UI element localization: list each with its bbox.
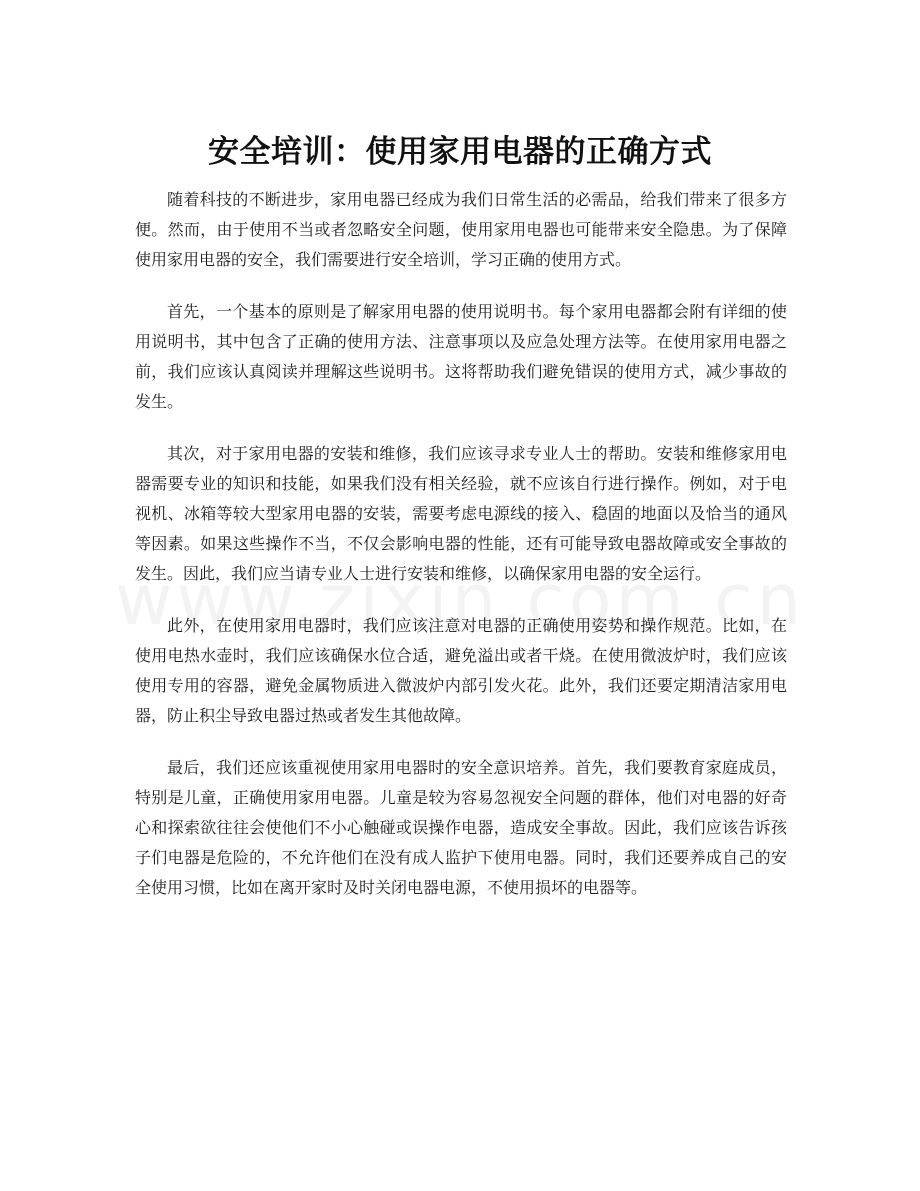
- document-title: 安全培训：使用家用电器的正确方式: [208, 133, 712, 170]
- paragraph-awareness: 最后，我们还应该重视使用家用电器时的安全意识培养。首先，我们要教育家庭成员，特别是儿童，正确使用家用电器。儿童是较为容易忽视安全问题的群体，他们对电器的好奇心和探索欲往往会使他们不小心触碰或误操作电器，造成安全事故。因此，我们应该告诉孩子们电器是危险的，不允许他们在没有成人监护下使用电器。同时，我们还要养成自己的安全使用习惯，比如在离开家时及时关闭电器电源，不使用损坏的电器等。: [135, 758, 787, 897]
- paragraph-installation: 其次，对于家用电器的安装和维修，我们应该寻求专业人士的帮助。安装和维修家用电器需要专业的知识和技能，如果我们没有相关经验，就不应该自行进行操作。例如，对于电视机、冰箱等较大型家用电器的安装，需要考虑电源线的接入、稳固的地面以及恰当的通风等因素。如果这些操作不当，不仅会影响电器的性能，还有可能导致电器故障或安全事故的发生。因此，我们应当请专业人士进行安装和维修，以确保家用电器的安全运行。: [135, 444, 787, 583]
- paragraph-manual: 首先，一个基本的原则是了解家用电器的使用说明书。每个家用电器都会附有详细的使用说明书，其中包含了正确的使用方法、注意事项以及应急处理方法等。在使用家用电器之前，我们应该认真阅读并理解这些说明书。这将帮助我们避免错误的使用方式，减少事故的发生。: [135, 302, 787, 411]
- paragraph-usage: 此外，在使用家用电器时，我们应该注意对电器的正确使用姿势和操作规范。比如，在使用电热水壶时，我们应该确保水位合适，避免溢出或者干烧。在使用微波炉时，我们应该使用专用的容器，避免金属物质进入微波炉内部引发火花。此外，我们还要定期清洁家用电器，防止积尘导致电器过热或者发生其他故障。: [135, 616, 787, 725]
- document-body: [135, 185, 787, 925]
- paragraph-intro: 随着科技的不断进步，家用电器已经成为我们日常生活的必需品，给我们带来了很多方便。然而，由于使用不当或者忽略安全问题，使用家用电器也可能带来安全隐患。为了保障使用家用电器的安全，我们需要进行安全培训，学习正确的使用方式。: [135, 190, 787, 269]
